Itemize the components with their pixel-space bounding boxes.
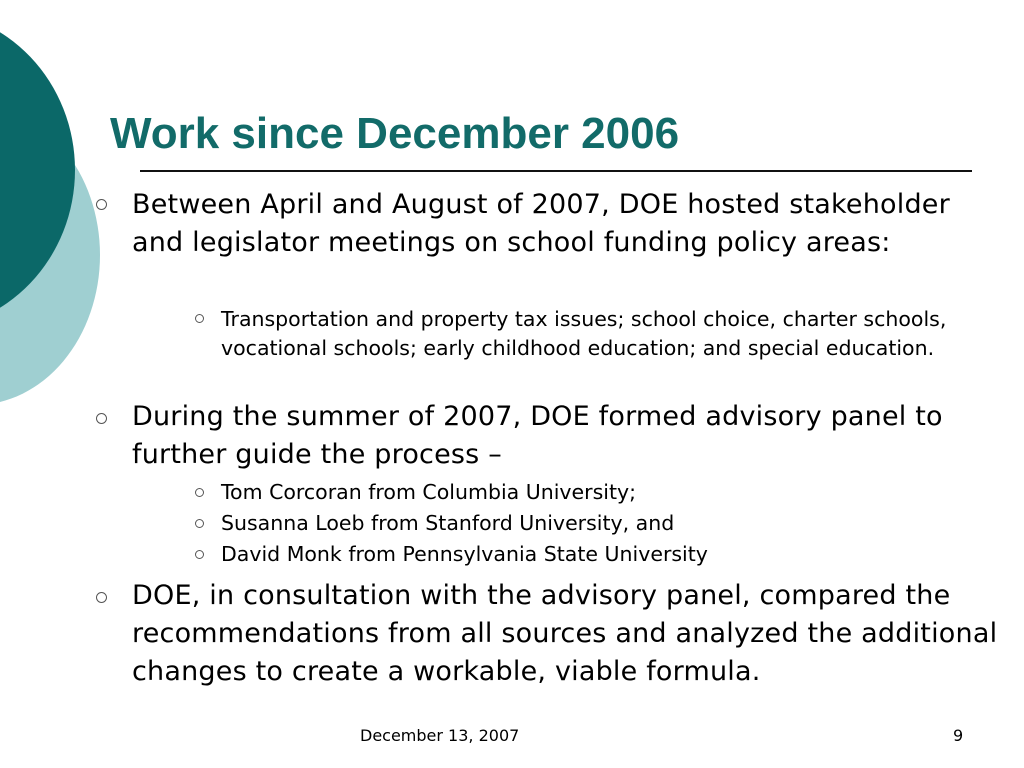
sub-bullet-circle-icon bbox=[195, 314, 204, 323]
sub-bullet-circle-icon bbox=[195, 519, 204, 528]
sub-bullet-circle-icon bbox=[195, 488, 204, 497]
bullet-circle-icon bbox=[96, 199, 107, 210]
sub-bullet-text: Transportation and property tax issues; school choice, charter schools, vocational schools; early childhood education; and special education. bbox=[221, 307, 947, 360]
bullet-text: Between April and August of 2007, DOE hosted stakeholder and legislator meetings on school funding policy areas: bbox=[132, 189, 950, 258]
page-number: 9 bbox=[953, 726, 964, 745]
title-underline bbox=[140, 170, 972, 172]
sub-bullet-circle-icon bbox=[195, 550, 204, 559]
bullet-text: During the summer of 2007, DOE formed advisory panel to further guide the process – bbox=[132, 401, 943, 470]
bullet-circle-icon bbox=[96, 592, 107, 603]
bullet-circle-icon bbox=[96, 413, 107, 424]
bullet-text: DOE, in consultation with the advisory panel, compared the recommendations from all sources and analyzed the additional changes to create a workable, viable formula. bbox=[132, 580, 998, 687]
sub-bullet-text: Tom Corcoran from Columbia University; bbox=[221, 480, 637, 504]
sub-bullet-text: Susanna Loeb from Stanford University, and bbox=[221, 511, 675, 535]
sub-bullet-text: David Monk from Pennsylvania State University bbox=[221, 542, 708, 566]
slide-title: Work since December 2006 bbox=[110, 109, 680, 158]
footer-date: December 13, 2007 bbox=[360, 726, 520, 745]
